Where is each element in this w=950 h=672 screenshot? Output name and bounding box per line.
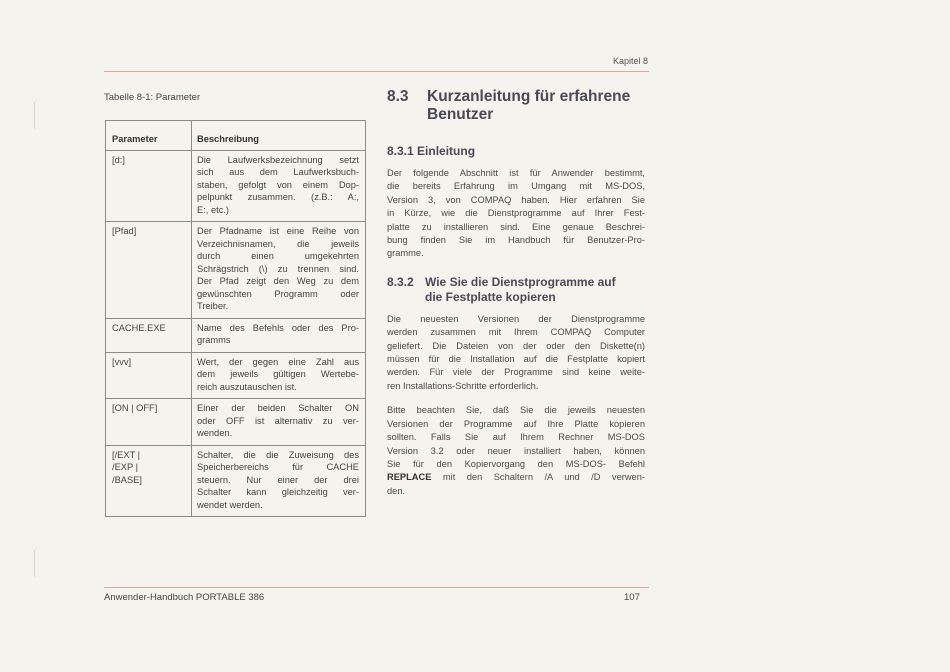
description-cell <box>192 352 366 399</box>
parameter-cell <box>106 445 192 517</box>
description-cell <box>192 399 366 446</box>
description-cell <box>192 318 366 352</box>
page-number: 107 <box>624 592 640 603</box>
subsection-number: 8.3.2 <box>387 274 414 289</box>
description-line: gramms <box>197 335 231 345</box>
einleitung-paragraph <box>387 167 645 261</box>
description-cell <box>192 222 366 319</box>
header-rule <box>104 71 649 72</box>
description-line: Schrägstrich (\) zu trennen sind. <box>197 263 359 274</box>
parameter-cell <box>106 222 192 319</box>
paragraph-line: Sie für den Kopiervorgang den MS-DOS- Befehl <box>387 458 645 469</box>
footer-rule <box>104 587 649 588</box>
table-caption: Tabelle 8-1: Parameter <box>104 92 201 103</box>
description-line: Speicherbereichs für CACHE <box>197 462 359 472</box>
replace-command: REPLACE <box>387 472 432 483</box>
binding-hole-mark <box>34 548 41 578</box>
paragraph-line: platte zu installieren sind. Eine genaue Beschrei- <box>387 221 645 232</box>
description-line: Name des Befehls oder des Pro- <box>197 322 359 333</box>
subsection-number: 8.3.1 <box>387 144 414 158</box>
paragraph-line: Die neuesten Versionen der Dienstprogramme <box>387 313 645 324</box>
section-number: 8.3 <box>387 88 409 105</box>
paragraph-line: Bitte beachten Sie, daß Sie die jeweils neuesten <box>387 405 645 416</box>
paragraph-line: Version 3.2 oder neuer installiert haben, können <box>387 445 645 456</box>
parameter-text: [d:] <box>112 154 125 165</box>
paragraph-line: müssen für die Installation auf die Festplatte kopiert <box>387 354 645 365</box>
description-cell <box>192 445 366 517</box>
parameter-text: [Pfad] <box>112 226 137 236</box>
paragraph-line: ren Installations-Schritte erforderlich. <box>387 380 539 391</box>
subsection-heading-kopieren <box>387 275 645 305</box>
paragraph-line: in Kürze, wie die Dienstprogramme auf Ihrer Fest- <box>387 208 645 219</box>
table-header-row <box>106 121 366 151</box>
description-line: dem jeweils gültigen Wertebe- <box>197 369 359 379</box>
description-line: reich auszutauschen ist. <box>197 381 297 392</box>
paragraph-line: werden. Für viele der Programme sind keine weite- <box>387 367 645 378</box>
description-line: pelpunkt zusammen. (z.B.: A:, <box>197 192 359 202</box>
section-heading <box>387 88 645 124</box>
kopieren-paragraph-1 <box>387 313 645 393</box>
column-header-parameter: Parameter <box>106 121 192 151</box>
description-line: durch einen umgekehrten <box>197 251 359 261</box>
chapter-header: Kapitel 8 <box>612 56 648 66</box>
parameter-cell <box>106 352 192 399</box>
paragraph-line: Versionen der Programme auf Ihre Platte kopieren <box>387 418 645 429</box>
description-line: wenden. <box>197 428 233 438</box>
paragraph-line: bung finden Sie im Handbuch für Benutzer-Pro- <box>387 235 645 246</box>
paragraph-line: werden zusammen mit Ihrem COMPAQ Computer <box>387 327 645 338</box>
paragraph-line: Der folgende Abschnitt ist für Anwender bestimmt, <box>387 168 645 178</box>
description-line: wendet werden. <box>197 499 263 510</box>
parameter-cell <box>106 399 192 446</box>
parameter-text: [ON | OFF] <box>112 403 158 413</box>
description-line: Einer der beiden Schalter ON <box>197 403 359 413</box>
parameter-text: /BASE] <box>112 474 142 485</box>
description-line: sich aus dem Laufwerksbuch- <box>197 167 359 177</box>
description-line: Der Pfadname ist eine Reihe von <box>197 226 359 236</box>
paragraph-line: den. <box>387 485 406 496</box>
table-row <box>106 222 366 319</box>
description-line: Die Laufwerksbezeichnung setzt <box>197 154 359 165</box>
description-line: E:, etc.) <box>197 204 230 215</box>
paragraph-line: gramme. <box>387 248 424 259</box>
parameter-cell <box>106 150 192 222</box>
parameter-table <box>105 120 366 517</box>
subsection-title-line1: Wie Sie die Dienstprogramme auf <box>425 274 616 289</box>
kopieren-paragraph-2 <box>387 404 645 498</box>
table-body <box>106 150 366 517</box>
paragraph-line: sollten. Falls Sie auf Ihrem Rechner MS-DOS <box>387 432 645 443</box>
table-row <box>106 399 366 446</box>
footer-title: Anwender-Handbuch PORTABLE 386 <box>104 592 265 603</box>
parameter-text: /EXP | <box>112 462 139 472</box>
parameter-text: [/EXT | <box>112 449 141 460</box>
right-column <box>387 88 645 498</box>
description-line: Verzeichnisnamen, die jeweils <box>197 238 359 249</box>
description-line: oder OFF ist alternativ zu ver- <box>197 415 359 426</box>
paragraph-line: Version 3, von COMPAQ haben. Hier erfahren Sie <box>387 194 645 205</box>
table-row <box>106 445 366 517</box>
paragraph-line-with-bold: REPLACE mit den Schaltern /A und /D verwen- <box>387 472 645 483</box>
description-line: Schalter kann gleichzeitig ver- <box>197 487 359 497</box>
description-line: Der Pfad zeigt den Weg zu dem <box>197 276 359 286</box>
table-row <box>106 318 366 352</box>
description-cell <box>192 150 366 222</box>
paragraph-line: die bereits Erfahrung im Umgang mit MS-DOS, <box>387 181 645 192</box>
subsection-title: Einleitung <box>417 144 476 158</box>
parameter-cell <box>106 318 192 352</box>
description-line: Schalter, die die Zuweisung des <box>197 449 359 460</box>
table-row <box>106 352 366 399</box>
paragraph-line: geliefert. Die Dateien von der oder den Diskette(n) <box>387 340 645 351</box>
parameter-text: CACHE.EXE <box>112 322 166 333</box>
binding-hole-mark <box>34 100 41 130</box>
section-title-line1: Kurzanleitung für erfahrene <box>427 88 631 105</box>
section-title-line2: Benutzer <box>427 106 494 123</box>
table-row <box>106 150 366 222</box>
subsection-title-line2: die Festplatte kopieren <box>425 289 556 304</box>
description-line: steuern. Nur einer der drei <box>197 474 359 485</box>
description-line: Treiber. <box>197 301 229 311</box>
description-line: gewünschten Programm oder <box>197 288 359 299</box>
description-line: Wert, der gegen eine Zahl aus <box>197 356 359 367</box>
column-header-description: Beschreibung <box>192 121 366 151</box>
description-line: staben, gefolgt von einem Dop- <box>197 179 359 190</box>
parameter-text: [vvv] <box>112 356 132 367</box>
subsection-heading-einleitung <box>387 144 645 159</box>
